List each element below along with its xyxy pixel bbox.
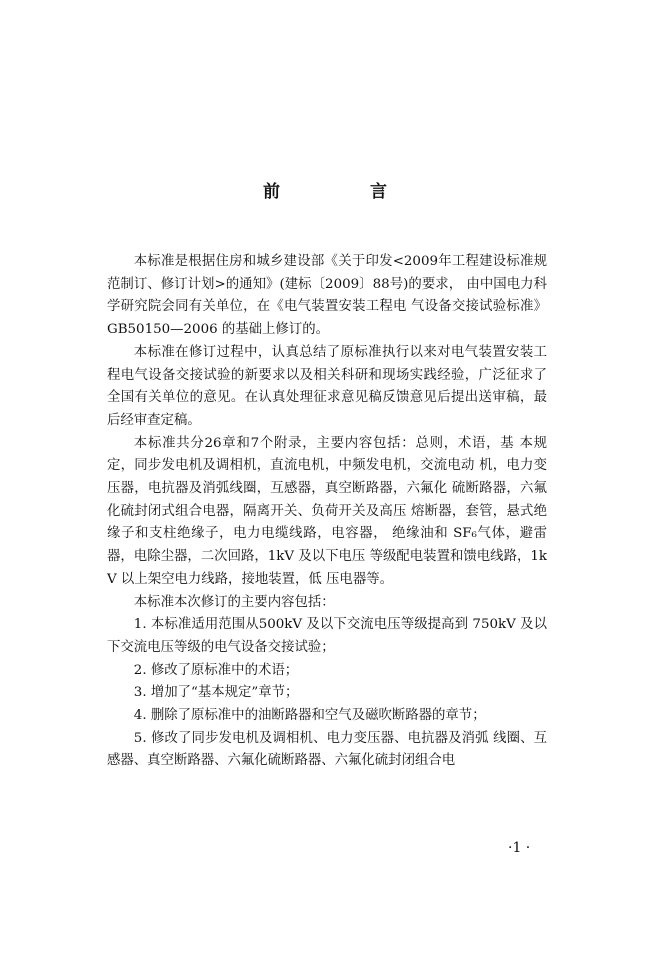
paragraph-2: 本标准在修订过程中，认真总结了原标准执行以来对电气装置安装工程电气设备交接试验的新要求以及相关科研和现场实践经验，广泛征求了全国有关单位的意见。在认真处理征求意见稿反馈意见后提出送审稿，最后经审查定稿。 — [107, 344, 547, 428]
page-number: ·1 · — [508, 840, 531, 856]
paragraph-1: 本标准是根据住房和城乡建设部《关于印发<2009年工程建设标准规范制订、修订计划>的通知》(建标〔2009〕88号)的要求， 由中国电力科学研究院会同有关单位，在《电气装置安装工程电 气设备交接试验标准》GB50150—2006 的基础上修订的。 — [107, 254, 547, 338]
paragraph-3: 本标准共分26章和7个附录，主要内容包括：总则，术语，基 本规定，同步发电机及调相机，直流电机，中频发电机，交流电动 机，电力变压器，电抗器及消弧线圈，互感器，真空断路器，六氟化 硫断路器，六氟化硫封闭式组合电器，隔离开关、负荷开关及高压 熔断器，套管，悬式绝缘子和支柱绝缘子，电力电缆线路，电容器， 绝缘油和 SF₆气体，避雷器，电除尘器，二次回路，1kV 及以下电压 等级配电装置和馈电线路，1kV 以上架空电力线路，接地装置，低 压电器等。 — [107, 435, 547, 587]
page-title: 前 言 — [263, 182, 429, 202]
list-item-1: 1. 本标准适用范围从500kV 及以下交流电压等级提高到 750kV 及以下交流电压等级的电气设备交接试验； — [107, 617, 547, 655]
list-item-2: 2. 修改了原标准中的术语； — [133, 662, 299, 678]
paragraph-4: 本标准本次修订的主要内容包括： — [133, 594, 335, 610]
body-text — [107, 251, 547, 773]
list-item-3: 3. 增加了“基本规定”章节； — [133, 685, 299, 701]
list-item-4: 4. 删除了原标准中的油断路器和空气及磁吹断路器的章节； — [133, 708, 486, 724]
list-item-5: 5. 修改了同步发电机及调相机、电力变压器、电抗器及消弧 线圈、互感器、真空断路器、六氟化硫断路器、六氟化硫封闭组合电 — [107, 730, 547, 769]
